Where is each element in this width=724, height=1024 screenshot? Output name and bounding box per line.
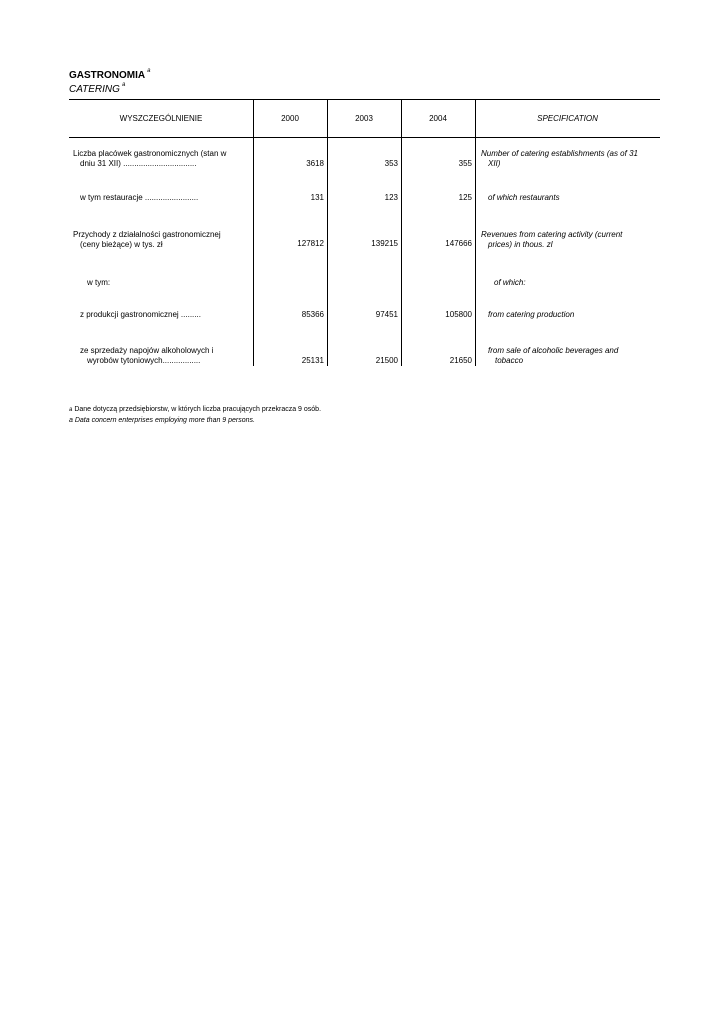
table-row-label-en: of which: [494,278,526,287]
header-specification-en: SPECIFICATION [537,114,598,123]
table-row-label-en: from catering production [488,310,575,319]
table-header-rule [69,137,660,138]
page-title [69,70,150,81]
footnote-pl: a Dane dotyczą przedsiębiorstw, w których liczba pracujących przekracza 9 osób. [69,406,322,413]
table-row-label-pl: Liczba placówek gastronomicznych (stan w dniu 31 XII) ................................. [73,149,227,168]
table-row-label-en: of which restaurants [488,193,560,202]
footnote-mark: a [69,407,73,413]
table-cell: 105800 [445,310,472,319]
table-cell: 3618 [306,159,324,168]
table-cell: 125 [458,193,472,202]
table-row-label-pl: w tym restauracje ........................ [80,193,199,202]
table-row-label-en: from sale of alcoholic beverages and tobacco [488,346,619,365]
column-divider [401,99,402,366]
table-cell: 353 [384,159,398,168]
table-row-label-pl: w tym: [87,278,111,287]
table-cell: 21650 [449,356,472,365]
table-cell: 139215 [371,239,398,248]
table-cell: 97451 [375,310,398,319]
table-cell: 21500 [375,356,398,365]
table-row-label-en: Revenues from catering activity (current prices) in thous. zl [481,230,623,249]
title-footnote-mark: a [147,68,151,74]
table-cell: 127812 [297,239,324,248]
table-cell: 147666 [445,239,472,248]
table-top-rule [69,99,660,100]
subtitle-footnote-mark: a [121,82,126,88]
header-year-2003: 2003 [355,114,373,123]
footnote-en: a Data concern enterprises employing more than 9 persons. [69,417,255,424]
page-subtitle [69,84,125,95]
table-cell: 123 [384,193,398,202]
table-cell: 131 [310,193,324,202]
header-year-2000: 2000 [281,114,299,123]
table-cell: 355 [458,159,472,168]
column-divider [327,99,328,366]
table-row-label-pl: Przychody z działalności gastronomicznej (ceny bieżące) w tys. zł [73,230,221,249]
table-row-label-pl: z produkcji gastronomicznej ......... [80,310,201,319]
table-cell: 85366 [301,310,324,319]
table-row-label-en: Number of catering establishments (as of 31 XII) [481,149,638,168]
column-divider [475,99,476,366]
title-english: CATERING [69,84,120,95]
header-year-2004: 2004 [429,114,447,123]
column-divider [253,99,254,366]
header-specification-pl: WYSZCZEGÓLNIENIE [119,114,203,123]
table-cell: 25131 [301,356,324,365]
table-row-label-pl: ze sprzedaży napojów alkoholowych i wyrobów tytoniowych................. [80,346,214,365]
title-polish: GASTRONOMIA [69,70,146,81]
